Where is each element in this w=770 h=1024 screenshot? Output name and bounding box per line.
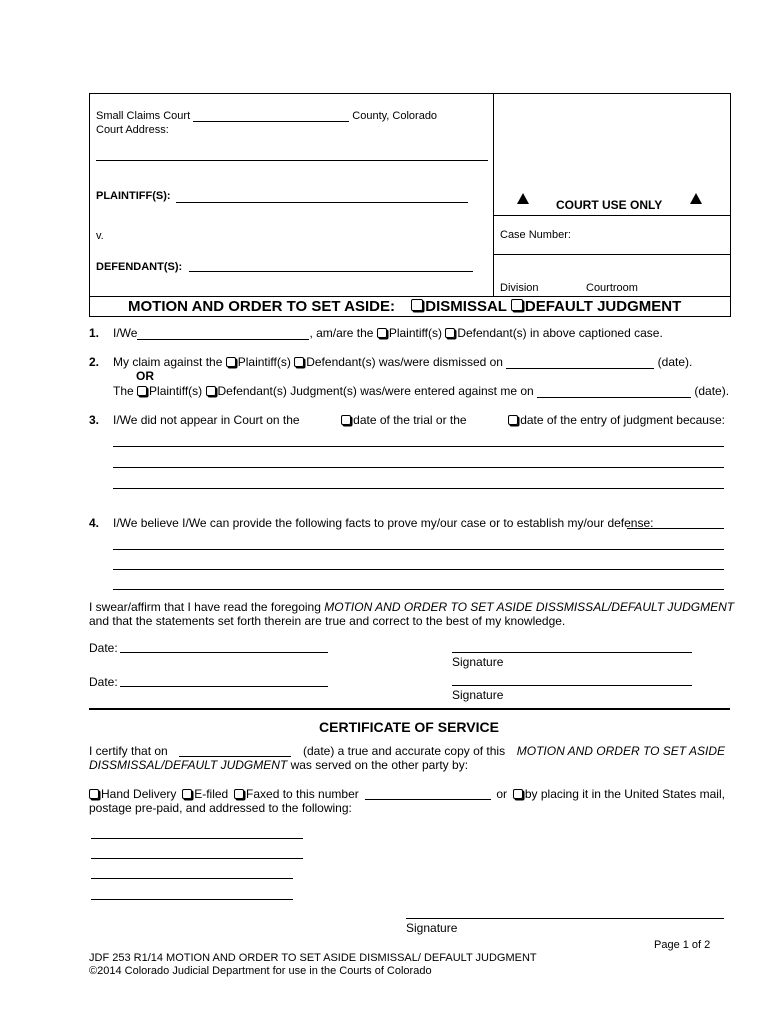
date-field[interactable] xyxy=(120,652,328,653)
item-2-mid: Defendant(s) was/were dismissed on xyxy=(306,355,503,369)
certificate-line-1 xyxy=(89,744,725,758)
date-label: Date: xyxy=(89,641,118,655)
item-2-number: 2. xyxy=(89,355,100,369)
triangle-up-icon xyxy=(517,193,529,204)
title-dismissal: DISMISSAL xyxy=(425,298,507,315)
judgment-date-field[interactable] xyxy=(537,397,691,398)
court-label: Small Claims Court xyxy=(96,110,191,122)
form-id: JDF 253 R1/14 MOTION AND ORDER TO SET ASIDE DISMISSAL/ DEFAULT JUDGMENT xyxy=(89,952,537,964)
affirm-italic: MOTION AND ORDER TO SET ASIDE DISSMISSAL/DEFAULT JUDGMENT xyxy=(324,600,735,614)
facts-line[interactable] xyxy=(627,528,724,529)
section-divider xyxy=(89,708,730,710)
entry-date-checkbox[interactable] xyxy=(508,415,518,425)
defendant-checkbox[interactable] xyxy=(294,357,304,367)
fax-number-field[interactable] xyxy=(365,787,491,800)
court-use-only: COURT USE ONLY xyxy=(556,198,663,212)
item-3-trial: date of the trial or the xyxy=(353,413,467,427)
signature-field[interactable] xyxy=(452,652,692,653)
dismissed-date-field[interactable] xyxy=(506,368,654,369)
certificate-signature-label: Signature xyxy=(406,921,458,935)
item-2-plaintiff-2: Plaintiff(s) xyxy=(149,384,203,398)
item-3-entry: date of the entry of judgment because: xyxy=(520,413,725,427)
hand-delivery-checkbox[interactable] xyxy=(89,789,99,799)
reason-line[interactable] xyxy=(113,488,724,489)
address-line[interactable] xyxy=(91,858,303,859)
triangle-up-icon xyxy=(690,193,702,204)
item-2-date-2: (date). xyxy=(694,384,730,398)
item-1-plaintiff: Plaintiff(s) xyxy=(388,326,442,340)
certify-italic-2: DISSMISSAL/DEFAULT JUDGMENT xyxy=(89,758,288,772)
item-2-line-2 xyxy=(113,384,729,398)
or-label: OR xyxy=(136,369,154,383)
dismissal-checkbox[interactable] xyxy=(411,299,423,311)
certificate-line-4: postage pre-paid, and addressed to the following: xyxy=(89,801,352,815)
affirm-line-2: and that the statements set forth therein are true and correct to the best of my knowledge. xyxy=(89,614,566,628)
courtroom-label: Courtroom xyxy=(586,282,638,294)
defendant-field[interactable] xyxy=(189,271,473,272)
signature-label: Signature xyxy=(452,655,504,669)
item-2-prefix-2: The xyxy=(113,384,134,398)
efiled-checkbox[interactable] xyxy=(182,789,192,799)
item-3-number: 3. xyxy=(89,413,100,427)
court-address-label: Court Address: xyxy=(96,124,169,136)
certify-italic: MOTION AND ORDER TO SET ASIDE xyxy=(516,744,725,758)
title-default-judgment: DEFAULT JUDGMENT xyxy=(524,298,682,315)
copyright: ©2014 Colorado Judicial Department for use in the Courts of Colorado xyxy=(89,965,432,977)
item-2-date: (date). xyxy=(657,355,693,369)
faxed-checkbox[interactable] xyxy=(234,789,244,799)
item-1-prefix: I/We xyxy=(113,326,138,340)
default-judgment-checkbox[interactable] xyxy=(511,299,523,311)
signature-label: Signature xyxy=(452,688,504,702)
plaintiff-checkbox[interactable] xyxy=(226,357,236,367)
plaintiff-checkbox[interactable] xyxy=(137,386,147,396)
certificate-line-3 xyxy=(89,787,725,801)
defendant-checkbox[interactable] xyxy=(445,328,455,338)
or-text: or xyxy=(496,787,508,801)
address-line[interactable] xyxy=(91,838,303,839)
names-field[interactable] xyxy=(137,339,309,340)
mail-checkbox[interactable] xyxy=(513,789,523,799)
signature-field[interactable] xyxy=(452,685,692,686)
item-1 xyxy=(113,326,663,340)
date-label: Date: xyxy=(89,675,118,689)
service-date-field[interactable] xyxy=(179,744,291,757)
item-4-number: 4. xyxy=(89,516,100,530)
item-1-mid: , am/are the xyxy=(309,326,374,340)
mail-label: by placing it in the United States mail, xyxy=(524,787,725,801)
item-4-text: I/We believe I/We can provide the following facts to prove my/our case or to establish my/our defense: xyxy=(113,516,654,530)
affirm-prefix: I swear/affirm that I have read the foregoing xyxy=(89,600,321,614)
facts-line[interactable] xyxy=(113,589,724,590)
plaintiff-checkbox[interactable] xyxy=(377,328,387,338)
item-2-plaintiff: Plaintiff(s) xyxy=(237,355,291,369)
hand-delivery-label: Hand Delivery xyxy=(101,787,177,801)
division-label: Division xyxy=(500,282,539,294)
county-label: County, Colorado xyxy=(352,110,438,122)
item-1-defendant: Defendant(s) in above captioned case. xyxy=(457,326,663,340)
case-number-label: Case Number: xyxy=(500,229,571,241)
item-2-line-1 xyxy=(113,355,692,369)
affirm-line-1 xyxy=(89,600,734,614)
trial-date-checkbox[interactable] xyxy=(341,415,351,425)
faxed-label: Faxed to this number xyxy=(246,787,359,801)
item-1-number: 1. xyxy=(89,326,100,340)
efiled-label: E-filed xyxy=(194,787,229,801)
certificate-heading: CERTIFICATE OF SERVICE xyxy=(319,719,499,735)
page-number: Page 1 of 2 xyxy=(654,939,711,951)
reason-line[interactable] xyxy=(113,446,724,447)
court-address-field[interactable] xyxy=(96,160,488,161)
item-3-text: I/We did not appear in Court on the xyxy=(113,413,300,427)
item-2-prefix: My claim against the xyxy=(113,355,223,369)
reason-line[interactable] xyxy=(113,467,724,468)
certify-rest: was served on the other party by: xyxy=(290,758,469,772)
item-2-mid-2: Defendant(s) Judgment(s) was/were entered against me on xyxy=(217,384,534,398)
date-field[interactable] xyxy=(120,686,328,687)
certificate-signature-field[interactable] xyxy=(406,918,724,919)
address-line[interactable] xyxy=(91,899,293,900)
title-main: MOTION AND ORDER TO SET ASIDE: xyxy=(128,298,395,315)
court-line xyxy=(96,110,437,122)
county-field[interactable] xyxy=(193,121,349,122)
certificate-line-2 xyxy=(89,758,468,772)
address-line[interactable] xyxy=(91,878,293,879)
form-title xyxy=(128,298,681,315)
defendant-label: DEFENDANT(S): xyxy=(96,261,183,273)
certify-prefix: I certify that on xyxy=(89,744,168,758)
facts-line[interactable] xyxy=(113,549,724,550)
versus-label: v. xyxy=(96,230,104,242)
facts-line[interactable] xyxy=(113,569,724,570)
defendant-checkbox[interactable] xyxy=(206,386,216,396)
item-3 xyxy=(113,413,725,427)
certify-mid: (date) a true and accurate copy of this xyxy=(302,744,506,758)
plaintiff-label: PLAINTIFF(S): xyxy=(96,190,171,202)
plaintiff-field[interactable] xyxy=(176,202,468,203)
